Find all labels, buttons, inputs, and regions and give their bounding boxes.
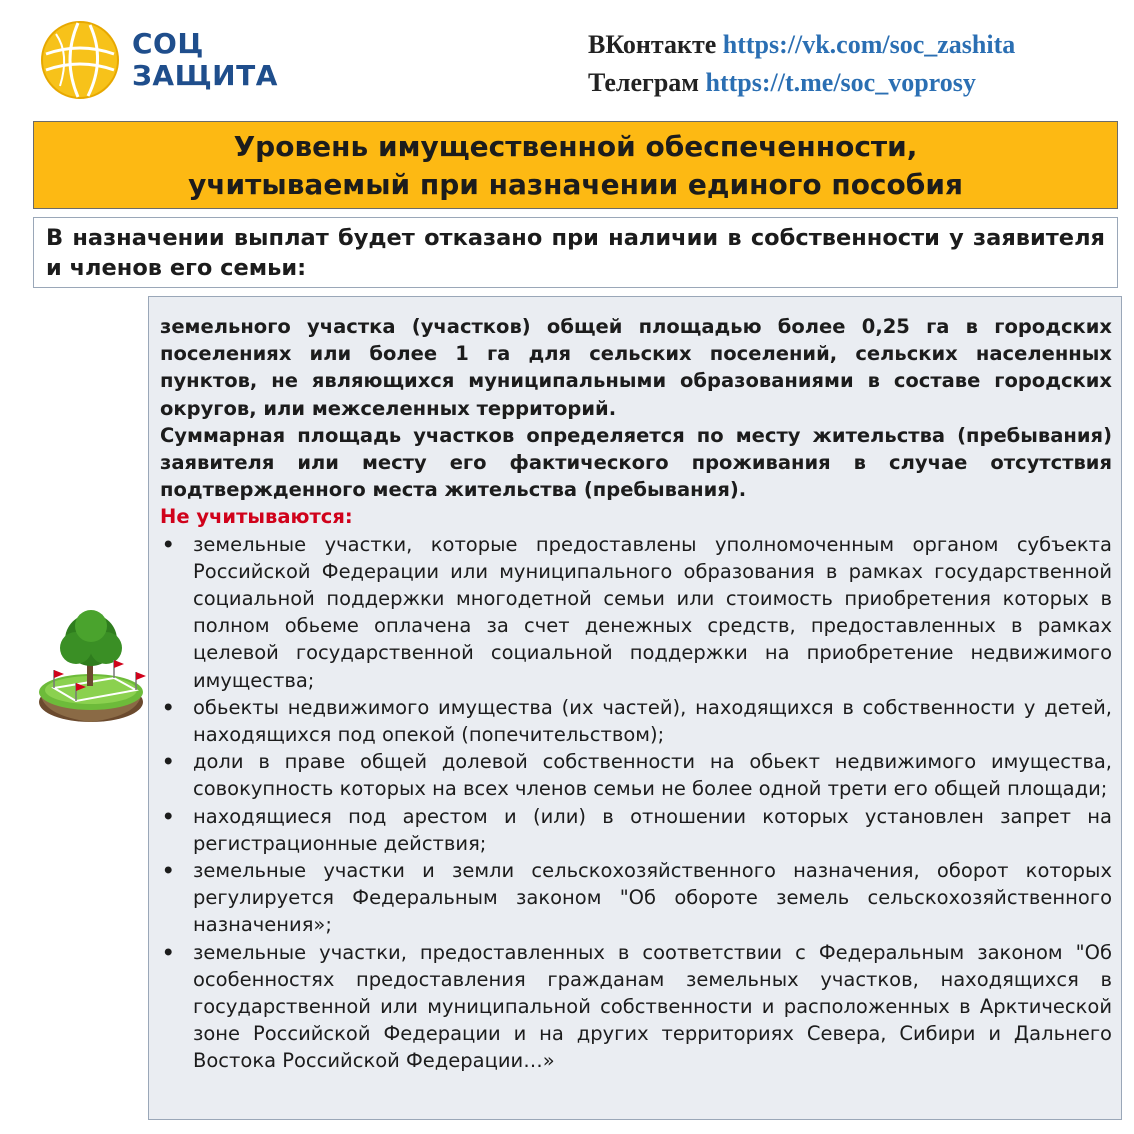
subtitle: В назначении выплат будет отказано при наличии в собственности у заявителя и членов его семьи:: [33, 217, 1118, 288]
social-links: [588, 26, 1015, 102]
title-line-1: Уровень имущественной обеспеченности,: [233, 130, 918, 163]
title-line-2: учитываемый при назначении единого пособия: [188, 168, 963, 201]
social-telegram-label: Телеграм: [588, 68, 699, 97]
content-text: [160, 313, 1112, 1075]
social-telegram: [588, 64, 1015, 102]
list-item: • земельные участки и земли сельскохозяйственного назначения, оборот которых регулируется Федеральным законом "Об обороте земель сельскохозяйственного назначения»;: [160, 857, 1112, 939]
list-item: • земельные участки, предоставленных в соответствии с Федеральным законом "Об особенностях предоставления гражданам земельных участков, находящихся в государственной или муниципальной собственности и расположенных в Арктической зоне Российской Федерации и на других территориях Севера, Сибири и Дальнего Востока Российской Федерации…»: [160, 939, 1112, 1075]
exceptions-list: [160, 531, 1112, 1075]
brand-name: [132, 28, 278, 92]
list-item: • обьекты недвижимого имущества (их частей), находящихся в собственности у детей, находящихся под опекой (попечительством);: [160, 694, 1112, 748]
list-item: • находящиеся под арестом и (или) в отношении которых установлен запрет на регистрационные действия;: [160, 803, 1112, 857]
brand-line-2: ЗАЩИТА: [132, 59, 278, 92]
social-telegram-link[interactable]: https://t.me/soc_voprosy: [705, 68, 976, 97]
social-vk: [588, 26, 1015, 64]
exceptions-heading: Не учитываются:: [160, 505, 353, 529]
tree-on-land-plot-icon: [36, 604, 146, 726]
social-vk-link[interactable]: https://vk.com/soc_zashita: [722, 30, 1016, 59]
land-plot-paragraph: земельного участка (участков) общей площадью более 0,25 га в городских поселениях или более 1 га для сельских поселений, сельских населенных пунктов, не являющихся муниципальными образованиями в составе городских округов, или межселенных территорий.: [160, 315, 1112, 420]
page-title: [33, 121, 1118, 209]
total-area-paragraph: Суммарная площадь участков определяется по месту жительства (пребывания) заявителя или месту его фактического проживания в случае отсутствия подтвержденного места жительства (пребывания).: [160, 423, 1112, 502]
list-item: • доли в праве общей долевой собственности на обьект недвижимого имущества, совокупность которых на всех членов семьи не более одной трети его общей площади;: [160, 748, 1112, 802]
globe-logo-icon: [40, 20, 120, 100]
brand-line-1: СОЦ: [132, 27, 204, 60]
social-vk-label: ВКонтакте: [588, 30, 717, 59]
brand-logo: [40, 20, 300, 106]
list-item: • земельные участки, которые предоставлены уполномоченным органом субъекта Российской Федерации или муниципального образования в рамках государственной социальной поддержки многодетной семьи или стоимость приобретения которых в полном обьеме оплачена за счет денежных средств, предоставленных в рамках целевой государственной социальной поддержки на приобретение недвижимого имущества;: [160, 531, 1112, 694]
